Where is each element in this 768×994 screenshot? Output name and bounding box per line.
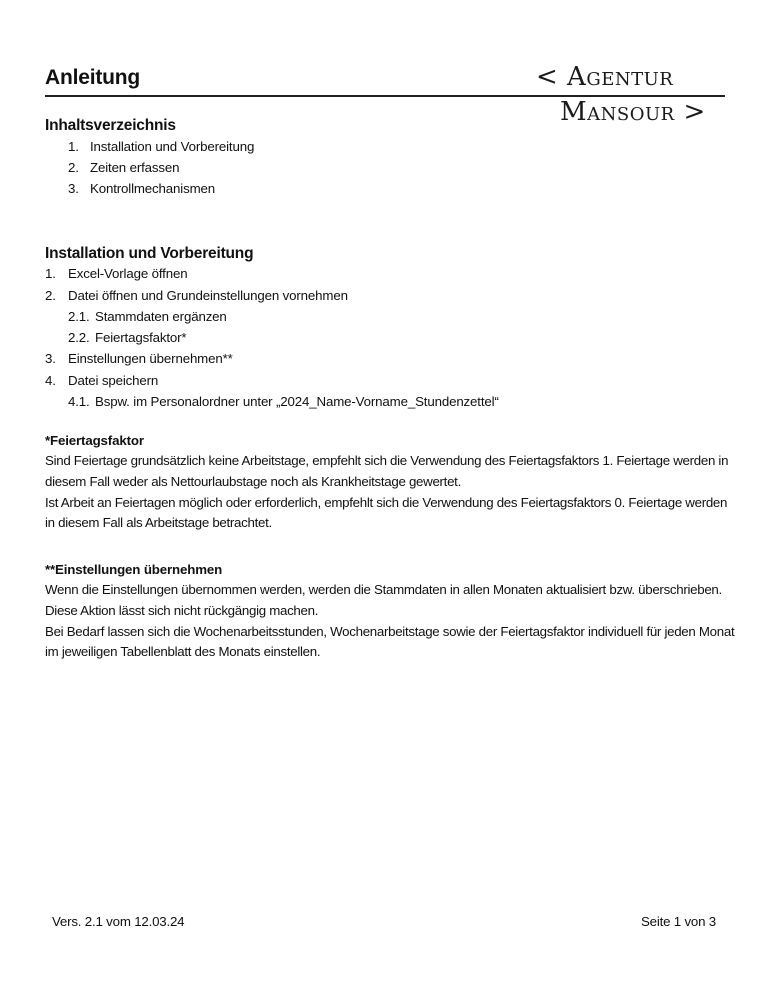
step-item: 3. Einstellungen übernehmen** [45, 351, 233, 366]
logo-line-1: < Agentur [536, 62, 674, 92]
toc-heading: Inhaltsverzeichnis [45, 117, 176, 134]
footer-version: Vers. 2.1 vom 12.03.24 [52, 914, 185, 929]
footer-page-number: Seite 1 von 3 [640, 914, 716, 929]
section-heading-installation: Installation und Vorbereitung [45, 245, 254, 262]
step-item: 2. Datei öffnen und Grundeinstellungen vornehmen [45, 288, 348, 303]
step-subitem: 2.2. Feiertagsfaktor* [68, 330, 187, 345]
step-subitem: 4.1. Bspw. im Personalordner unter „2024_Name-Vorname_Stundenzettel“ [68, 394, 499, 409]
step-item: 4. Datei speichern [45, 373, 159, 388]
toc-item: 2. Zeiten erfassen [68, 160, 180, 175]
logo-line-2: Mansour > [560, 97, 706, 127]
toc-item: 1. Installation und Vorbereitung [68, 139, 255, 154]
toc-item: 3. Kontrollmechanismen [68, 181, 216, 196]
note-heading-einstellungen: **Einstellungen übernehmen [45, 562, 223, 577]
step-subitem: 2.1. Stammdaten ergänzen [68, 309, 227, 324]
note-text-feiertagsfaktor: Sind Feiertage grundsätzlich keine Arbeitstage, empfehlt sich die Verwendung des Feiertagsfaktors 1. Feiertage werden in diesem Fall weder als Nettourlaubstage noch als Krankheitstage gewertet. Ist Arbeit an Feiertagen möglich oder erforderlich, empfehlt sich die Verwendung des Feiertagsfaktors 0. Feiertage werden in diesem Fall als Arbeitstage betrachtet. [45, 453, 729, 531]
note-text-einstellungen: Wenn die Einstellungen übernommen werden, werden die Stammdaten in allen Monaten aktualisiert bzw. überschrieben. Diese Aktion lässt sich nicht rückgängig machen. Bei Bedarf lassen sich die Wochenarbeitsstunden, Wochenarbeitstage sowie der Feiertagsfaktor individuell für jeden Monat im jeweiligen Tabellenblatt des Monats einstellen. [45, 582, 735, 660]
page-title: Anleitung [45, 66, 141, 89]
note-heading-feiertagsfaktor: *Feiertagsfaktor [45, 433, 144, 448]
step-item: 1. Excel-Vorlage öffnen [45, 266, 188, 281]
